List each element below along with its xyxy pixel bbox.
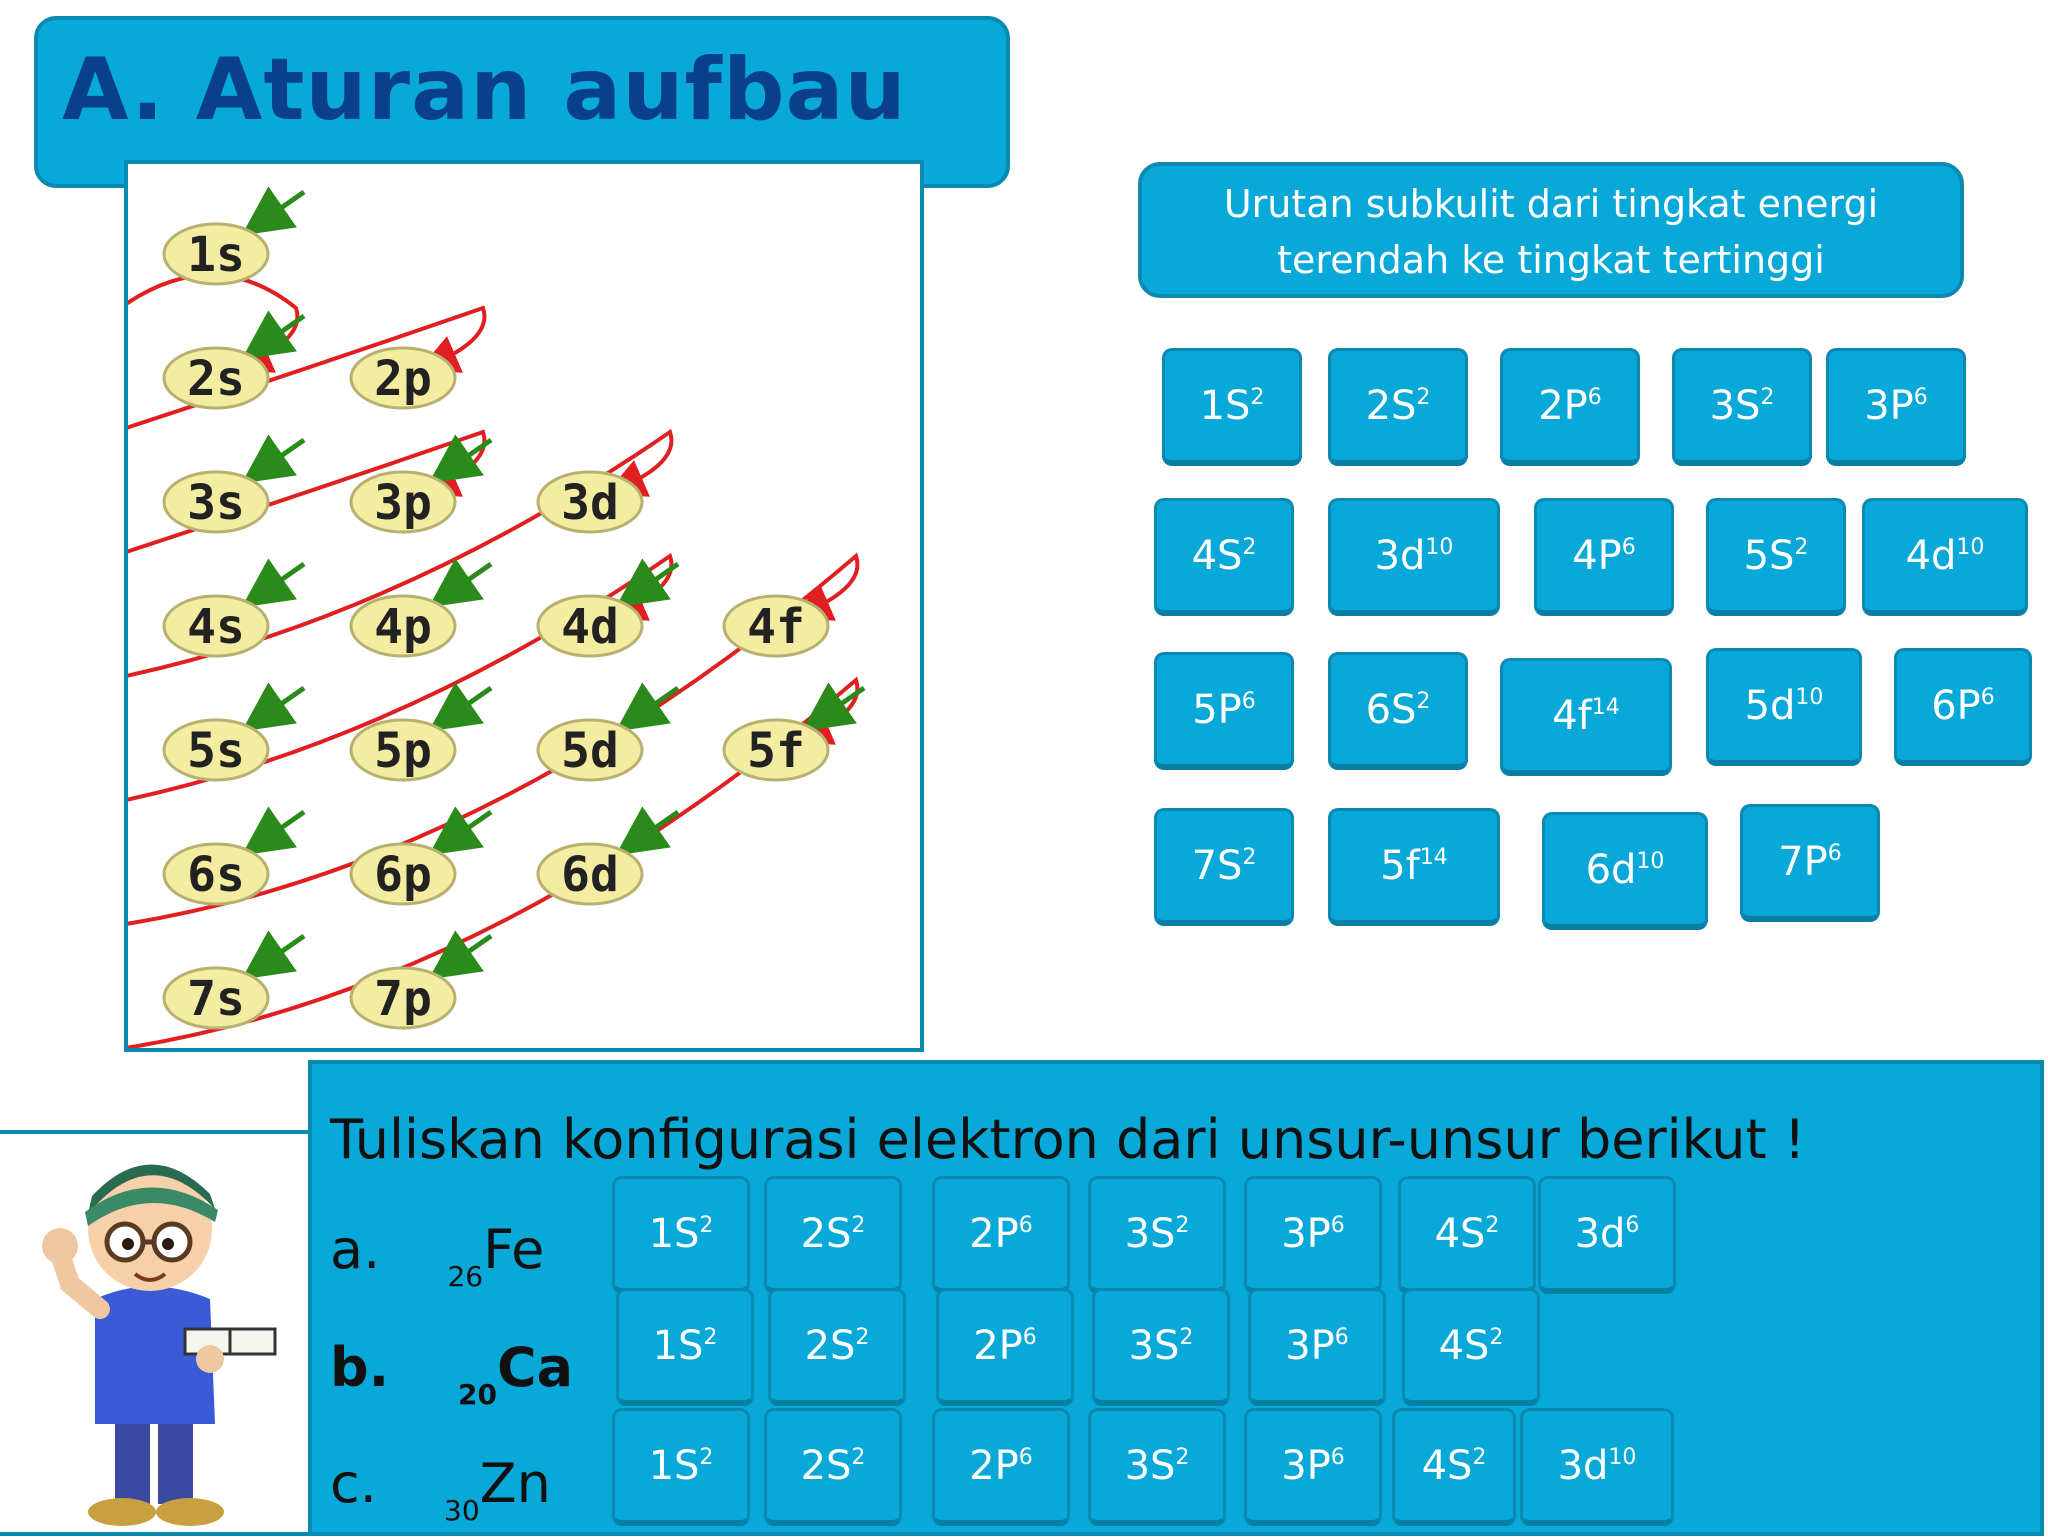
answer-a-tile-4: [1088, 1176, 1226, 1294]
sequence-tile-17: [1328, 808, 1500, 926]
sequence-tile-14-exponent: 10: [1795, 685, 1824, 710]
orbital-2s: [164, 348, 268, 408]
sequence-tile-8-base: 4P: [1572, 532, 1622, 579]
answer-b-tile-2-base: 2S: [804, 1322, 856, 1369]
sequence-tile-3-exponent: 6: [1587, 385, 1602, 410]
sequence-tile-15: [1894, 648, 2032, 766]
element-a-symbol: Fe: [483, 1218, 545, 1281]
answer-b-tile-4: [1092, 1288, 1230, 1406]
answer-c-tile-4-base: 3S: [1124, 1442, 1176, 1489]
sequence-tile-8: [1534, 498, 1674, 616]
answer-c-tile-2-exponent: 2: [851, 1445, 866, 1470]
answer-c-tile-3: [932, 1408, 1070, 1526]
answer-b-tile-5: [1248, 1288, 1386, 1406]
orbital-6p: [351, 844, 455, 904]
answer-b-tile-2: [768, 1288, 906, 1406]
sequence-tile-12-base: 6S: [1365, 686, 1417, 733]
sequence-tile-19-base: 7P: [1778, 838, 1828, 885]
element-b: [330, 1336, 574, 1411]
green-arrow-6p: [445, 812, 491, 844]
orbital-6s-label: 6s: [187, 847, 245, 903]
answer-c-tile-5: [1244, 1408, 1382, 1526]
answer-c-tile-7-base: 3d: [1557, 1442, 1609, 1489]
answer-b-tile-6: [1402, 1288, 1540, 1406]
green-arrow-6s: [258, 812, 304, 844]
orbital-7s: [164, 968, 268, 1028]
answer-c-tile-3-base: 2P: [969, 1442, 1019, 1489]
sequence-tile-11-exponent: 6: [1241, 689, 1256, 714]
answer-a-tile-1: [612, 1176, 750, 1294]
answer-b-tile-1-base: 1S: [652, 1322, 704, 1369]
answer-c-tile-1-base: 1S: [648, 1442, 700, 1489]
green-arrow-3s: [258, 440, 304, 472]
orbital-5p: [351, 720, 455, 780]
sequence-tile-10-base: 4d: [1905, 532, 1957, 579]
orbital-2p: [351, 348, 455, 408]
sequence-tile-11: [1154, 652, 1294, 770]
answer-c-tile-1-exponent: 2: [699, 1445, 714, 1470]
element-a: [330, 1218, 545, 1293]
sequence-tile-10-exponent: 10: [1956, 535, 1985, 560]
sequence-tile-1: [1162, 348, 1302, 466]
orbital-5s: [164, 720, 268, 780]
answer-a-tile-4-exponent: 2: [1175, 1213, 1190, 1238]
answer-b-tile-1: [616, 1288, 754, 1406]
sequence-tile-2-base: 2S: [1365, 382, 1417, 429]
info-line-1: Urutan subkulit dari tingkat energi: [1223, 182, 1879, 226]
answer-a-tile-6-exponent: 2: [1485, 1213, 1500, 1238]
sequence-tile-5: [1826, 348, 1966, 466]
sequence-tile-1-base: 1S: [1199, 382, 1251, 429]
sequence-tile-9: [1706, 498, 1846, 616]
element-b-symbol: Ca: [496, 1336, 574, 1399]
sequence-tile-19-exponent: 6: [1827, 841, 1842, 866]
green-arrow-5s: [258, 688, 304, 720]
sequence-tile-12: [1328, 652, 1468, 770]
sequence-tile-4: [1672, 348, 1812, 466]
answer-a-tile-2: [764, 1176, 902, 1294]
answer-c-tile-2: [764, 1408, 902, 1526]
sequence-tile-13-base: 4f: [1552, 692, 1592, 739]
answer-b-tile-3-exponent: 6: [1022, 1325, 1037, 1350]
orbital-4p: [351, 596, 455, 656]
sequence-tile-16-base: 7S: [1191, 842, 1243, 889]
sequence-tile-6-base: 4S: [1191, 532, 1243, 579]
orbital-2p-label: 2p: [374, 351, 432, 407]
green-arrow-6d: [632, 812, 678, 844]
answer-b-tile-4-base: 3S: [1128, 1322, 1180, 1369]
answer-c-tile-7-exponent: 10: [1608, 1445, 1637, 1470]
answer-c-tile-6: [1392, 1408, 1516, 1526]
orbital-6p-label: 6p: [374, 847, 432, 903]
orbital-4f: [724, 596, 828, 656]
orbital-4p-label: 4p: [374, 599, 432, 655]
orbital-6d: [538, 844, 642, 904]
sequence-tile-10: [1862, 498, 2028, 616]
orbital-3s: [164, 472, 268, 532]
sequence-tile-14: [1706, 648, 1862, 766]
answer-c-tile-4: [1088, 1408, 1226, 1526]
answer-a-tile-3-exponent: 6: [1018, 1213, 1033, 1238]
student-reading-illustration: [0, 1134, 300, 1534]
answer-a-tile-6-base: 4S: [1434, 1210, 1486, 1257]
sequence-tile-18: [1542, 812, 1708, 930]
answer-c-tile-5-base: 3P: [1281, 1442, 1331, 1489]
orbital-3d-label: 3d: [561, 475, 619, 531]
answer-a-tile-1-base: 1S: [648, 1210, 700, 1257]
sequence-tile-7-base: 3d: [1374, 532, 1426, 579]
sequence-tile-5-base: 3P: [1864, 382, 1914, 429]
answer-b-tile-3-base: 2P: [973, 1322, 1023, 1369]
sequence-tile-3-base: 2P: [1538, 382, 1588, 429]
element-c-number: 30: [444, 1493, 480, 1527]
green-arrow-4s: [258, 564, 304, 596]
element-a-number: 26: [447, 1259, 484, 1293]
sequence-tile-17-exponent: 14: [1419, 845, 1448, 870]
answer-c-tile-1: [612, 1408, 750, 1526]
orbital-5p-label: 5p: [374, 723, 432, 779]
question-title: Tuliskan konfigurasi elektron dari unsur-unsur berikut !: [330, 1108, 1806, 1171]
orbital-5d-label: 5d: [561, 723, 619, 779]
sequence-tile-5-exponent: 6: [1913, 385, 1928, 410]
sequence-tile-8-exponent: 6: [1621, 535, 1636, 560]
green-arrow-5p: [445, 688, 491, 720]
element-a-label: a.: [330, 1218, 381, 1281]
answer-a-tile-1-exponent: 2: [699, 1213, 714, 1238]
answer-a-tile-7: [1538, 1176, 1676, 1294]
answer-b-tile-6-exponent: 2: [1489, 1325, 1504, 1350]
answer-b-tile-1-exponent: 2: [703, 1325, 718, 1350]
answer-b-tile-6-base: 4S: [1438, 1322, 1490, 1369]
orbital-4s-label: 4s: [187, 599, 245, 655]
element-c: [330, 1452, 551, 1527]
orbital-3s-label: 3s: [187, 475, 245, 531]
answer-c-tile-4-exponent: 2: [1175, 1445, 1190, 1470]
sequence-tile-13: [1500, 658, 1672, 776]
sequence-tile-16-exponent: 2: [1242, 845, 1257, 870]
answer-c-tile-2-base: 2S: [800, 1442, 852, 1489]
orbital-3p: [351, 472, 455, 532]
answer-a-tile-4-base: 3S: [1124, 1210, 1176, 1257]
element-c-label: c.: [330, 1452, 377, 1515]
sequence-tile-14-base: 5d: [1744, 682, 1796, 729]
sequence-tile-1-exponent: 2: [1250, 385, 1265, 410]
answer-c-tile-6-base: 4S: [1421, 1442, 1473, 1489]
answer-a-tile-2-exponent: 2: [851, 1213, 866, 1238]
answer-c-tile-6-exponent: 2: [1472, 1445, 1487, 1470]
green-arrow-4p: [445, 564, 491, 596]
answer-b-tile-4-exponent: 2: [1179, 1325, 1194, 1350]
sequence-tile-13-exponent: 14: [1591, 695, 1620, 720]
sequence-tile-6-exponent: 2: [1242, 535, 1257, 560]
answer-b-tile-5-exponent: 6: [1334, 1325, 1349, 1350]
sequence-tile-12-exponent: 2: [1416, 689, 1431, 714]
green-arrow-5d: [632, 688, 678, 720]
orbital-4f-label: 4f: [747, 599, 805, 655]
answer-a-tile-5: [1244, 1176, 1382, 1294]
answer-a-tile-7-base: 3d: [1574, 1210, 1626, 1257]
sequence-tile-11-base: 5P: [1192, 686, 1242, 733]
orbital-5s-label: 5s: [187, 723, 245, 779]
answer-a-tile-5-exponent: 6: [1330, 1213, 1345, 1238]
orbital-3p-label: 3p: [374, 475, 432, 531]
orbital-4d: [538, 596, 642, 656]
aufbau-diagram: [124, 160, 924, 1052]
orbital-3d: [538, 472, 642, 532]
sequence-tile-3: [1500, 348, 1640, 466]
green-arrow-1s: [258, 192, 304, 224]
answer-b-tile-3: [936, 1288, 1074, 1406]
sequence-tile-4-base: 3S: [1709, 382, 1761, 429]
orbital-1s: [164, 224, 268, 284]
sequence-tile-19: [1740, 804, 1880, 922]
element-b-label: b.: [330, 1336, 390, 1399]
avatar-box: [0, 1130, 312, 1536]
orbital-2s-label: 2s: [187, 351, 245, 407]
sequence-tile-7: [1328, 498, 1500, 616]
orbital-7p: [351, 968, 455, 1028]
info-box: [1138, 162, 1964, 298]
sequence-tile-9-exponent: 2: [1794, 535, 1809, 560]
sequence-tile-4-exponent: 2: [1760, 385, 1775, 410]
sequence-tile-2: [1328, 348, 1468, 466]
answer-a-tile-2-base: 2S: [800, 1210, 852, 1257]
sequence-tile-18-exponent: 10: [1636, 849, 1665, 874]
sequence-tile-6: [1154, 498, 1294, 616]
answer-a-tile-7-exponent: 6: [1625, 1213, 1640, 1238]
sequence-tile-2-exponent: 2: [1416, 385, 1431, 410]
answer-a-tile-6: [1398, 1176, 1536, 1294]
orbital-4d-label: 4d: [561, 599, 619, 655]
orbital-5d: [538, 720, 642, 780]
sequence-tile-16: [1154, 808, 1294, 926]
orbital-4s: [164, 596, 268, 656]
orbital-7p-label: 7p: [374, 971, 432, 1027]
orbital-6d-label: 6d: [561, 847, 619, 903]
answer-a-tile-3-base: 2P: [969, 1210, 1019, 1257]
page-title: A. Aturan aufbau: [62, 40, 907, 140]
aufbau-diagram-svg: [128, 164, 920, 1048]
green-arrow-7s: [258, 936, 304, 968]
sequence-tile-15-exponent: 6: [1980, 685, 1995, 710]
info-line-2: terendah ke tingkat tertinggi: [1277, 238, 1825, 282]
answer-a-tile-5-base: 3P: [1281, 1210, 1331, 1257]
sequence-tile-17-base: 5f: [1380, 842, 1420, 889]
orbital-5f: [724, 720, 828, 780]
orbital-6s: [164, 844, 268, 904]
answer-a-tile-3: [932, 1176, 1070, 1294]
green-arrow-7p: [445, 936, 491, 968]
orbital-1s-label: 1s: [187, 227, 245, 283]
sequence-tile-9-base: 5S: [1743, 532, 1795, 579]
answer-c-tile-3-exponent: 6: [1018, 1445, 1033, 1470]
sequence-tile-15-base: 6P: [1931, 682, 1981, 729]
orbital-7s-label: 7s: [187, 971, 245, 1027]
element-c-symbol: Zn: [479, 1452, 551, 1515]
answer-c-tile-5-exponent: 6: [1330, 1445, 1345, 1470]
sequence-tile-7-exponent: 10: [1425, 535, 1454, 560]
orbital-5f-label: 5f: [747, 723, 805, 779]
sequence-tile-18-base: 6d: [1585, 846, 1637, 893]
element-b-number: 20: [457, 1377, 497, 1411]
answer-b-tile-5-base: 3P: [1285, 1322, 1335, 1369]
answer-b-tile-2-exponent: 2: [855, 1325, 870, 1350]
answer-c-tile-7: [1520, 1408, 1674, 1526]
